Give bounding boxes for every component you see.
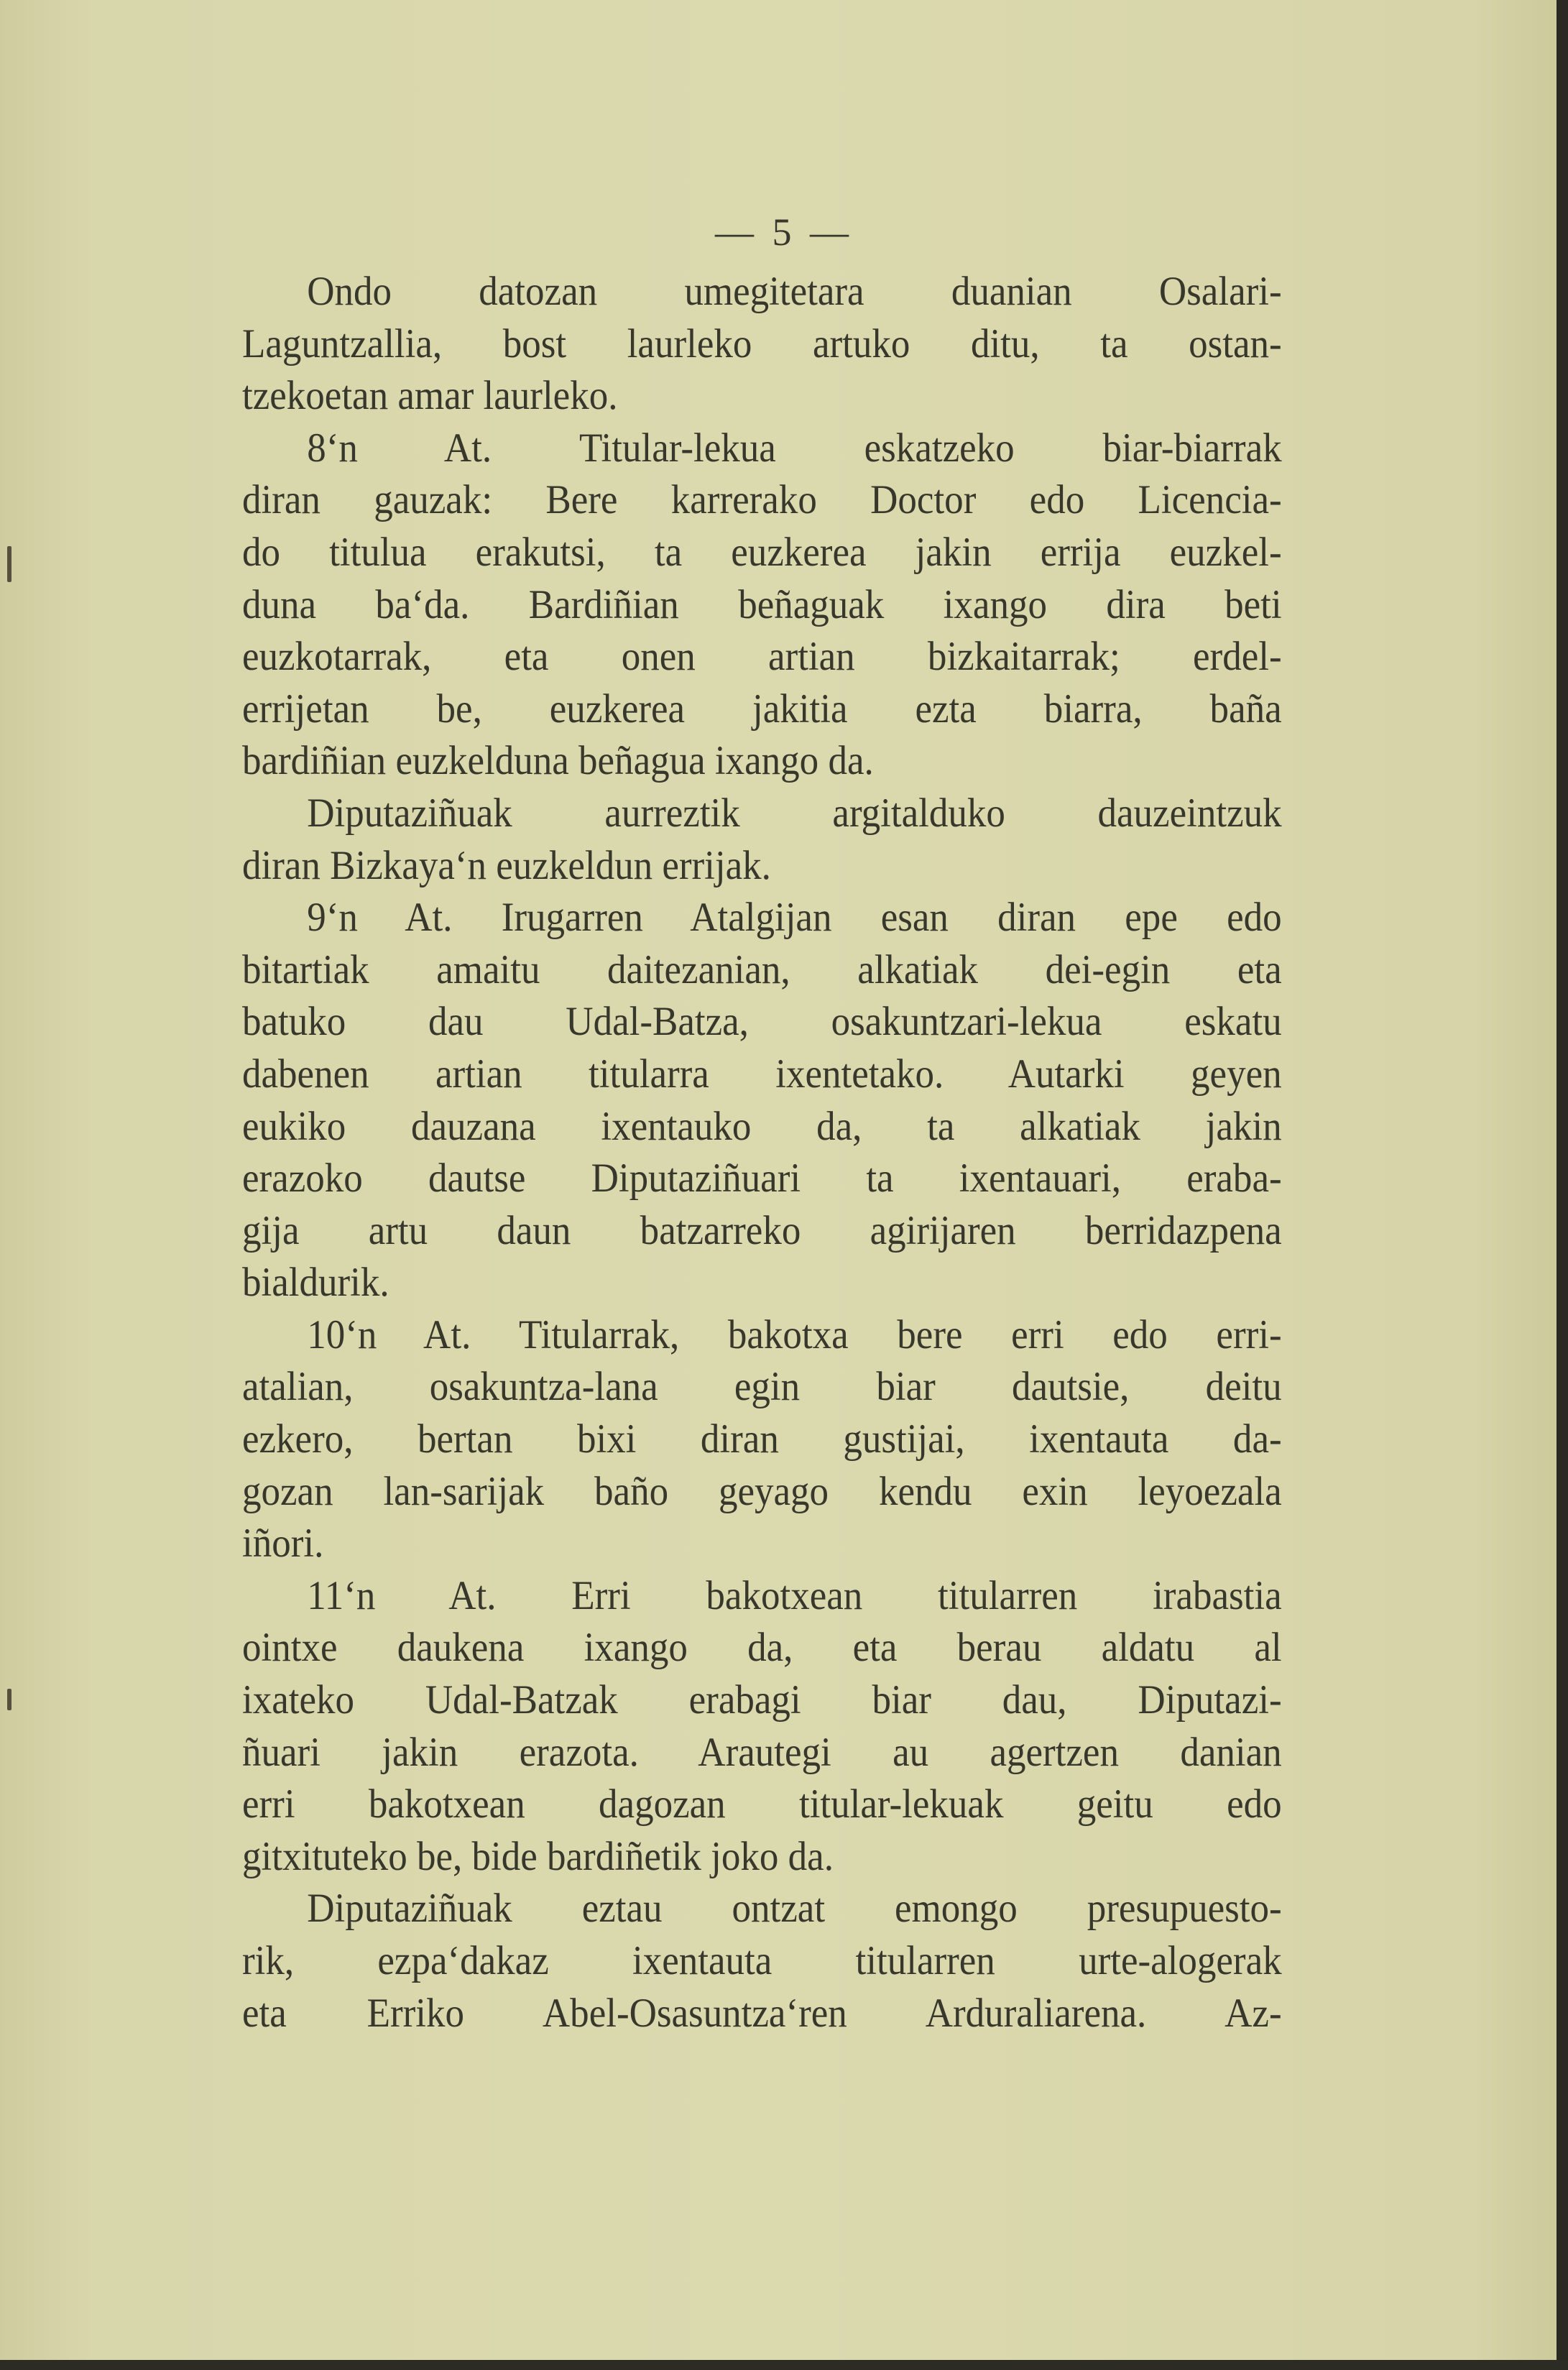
text-line: gija artu daun batzarreko agirijaren berridazpena <box>242 1207 1282 1253</box>
body-text <box>242 266 1282 2039</box>
text-line: errijetan be, euzkerea jakitia ezta biarra, baña <box>242 686 1282 732</box>
text-line: diran Bizkaya‘n euzkeldun errijak. <box>242 842 771 888</box>
text-line: 9‘n At. Irugarren Atalgijan esan diran epe edo <box>307 895 1282 941</box>
text-line: ñuari jakin erazota. Arautegi au agertzen danian <box>242 1729 1282 1775</box>
text-line: Diputaziñuak eztau ontzat emongo presupuesto- <box>307 1886 1282 1932</box>
text-line: 11‘n At. Erri bakotxean titularren irabastia <box>307 1572 1282 1618</box>
text-line: bialdurik. <box>242 1260 389 1306</box>
margin-mark <box>7 1689 11 1710</box>
text-line: eta Erriko Abel-Osasuntza‘ren Arduraliarena. Az- <box>242 1990 1282 2036</box>
text-line: ixateko Udal-Batzak erabagi biar dau, Diputazi- <box>242 1677 1282 1723</box>
text-line: iñori. <box>242 1521 324 1567</box>
text-line: do titulua erakutsi, ta euzkerea jakin errija euzkel- <box>242 529 1282 575</box>
text-line: Laguntzallia, bost laurleko artuko ditu, ta ostan- <box>242 321 1282 366</box>
text-line: euzkotarrak, eta onen artian bizkaitarrak; erdel- <box>242 634 1282 680</box>
text-line: dabenen artian titularra ixentetako. Autarki geyen <box>242 1051 1282 1097</box>
text-line: diran gauzak: Bere karrerako Doctor edo Licencia- <box>242 477 1282 523</box>
page-edge-right <box>1557 0 1568 2370</box>
text-line: gitxituteko be, bide bardiñetik joko da. <box>242 1833 834 1879</box>
text-line: batuko dau Udal-Batza, osakuntzari-lekua eskatu <box>242 999 1282 1045</box>
page-edge-bottom <box>0 2360 1568 2370</box>
text-line: Ondo datozan umegitetara duanian Osalari- <box>307 269 1282 314</box>
text-line: tzekoetan amar laurleko. <box>242 373 618 419</box>
page-number: — 5 — <box>715 211 853 254</box>
text-line: erazoko dautse Diputaziñuari ta ixentauari, eraba- <box>242 1156 1282 1202</box>
text-line: eukiko dauzana ixentauko da, ta alkatiak jakin <box>242 1103 1282 1149</box>
text-line: atalian, osakuntza-lana egin biar dautsie, deitu <box>242 1364 1282 1410</box>
text-line: ointxe daukena ixango da, eta berau aldatu al <box>242 1625 1282 1671</box>
text-line: ezkero, bertan bixi diran gustijai, ixentauta da- <box>242 1416 1282 1462</box>
text-line: gozan lan-sarijak baño geyago kendu exin leyoezala <box>242 1468 1282 1514</box>
text-line: 8‘n At. Titular-lekua eskatzeko biar-biarrak <box>307 425 1282 471</box>
text-line: rik, ezpa‘dakaz ixentauta titularren urte-alogerak <box>242 1938 1282 1983</box>
text-line: 10‘n At. Titularrak, bakotxa bere erri edo erri- <box>307 1311 1282 1357</box>
margin-mark <box>7 546 11 582</box>
text-line: bardiñian euzkelduna beñagua ixango da. <box>242 738 874 784</box>
text-line: Diputaziñuak aurreztik argitalduko dauzeintzuk <box>307 790 1282 836</box>
text-line: bitartiak amaitu daitezanian, alkatiak dei-egin eta <box>242 946 1282 992</box>
text-line: duna ba‘da. Bardiñian beñaguak ixango dira beti <box>242 581 1282 627</box>
text-line: erri bakotxean dagozan titular-lekuak geitu edo <box>242 1781 1282 1827</box>
